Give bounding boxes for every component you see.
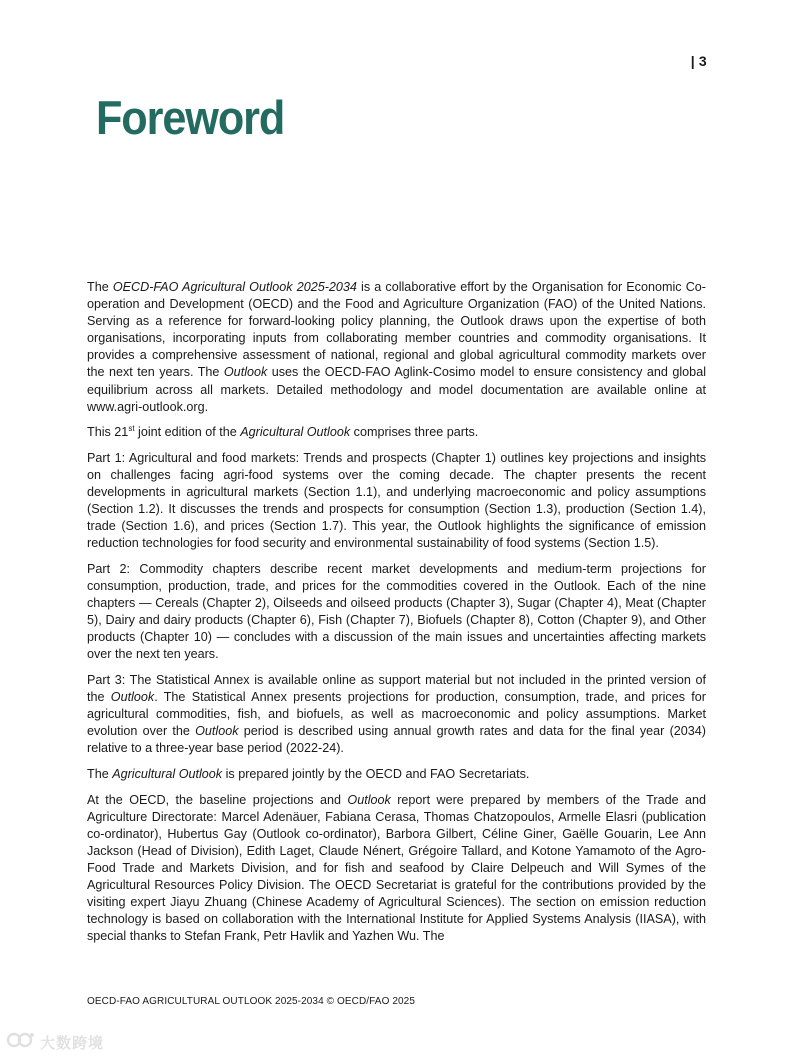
italic-outlook: Outlook bbox=[223, 365, 268, 380]
paragraph-edition bbox=[87, 424, 706, 441]
text-run: comprises three parts. bbox=[350, 425, 479, 440]
page-number-value: 3 bbox=[698, 53, 707, 69]
page-title: Foreword bbox=[96, 91, 285, 144]
italic-outlook: Outlook bbox=[195, 724, 239, 739]
italic-outlook: Outlook bbox=[347, 792, 391, 807]
ordinal-superscript: st bbox=[128, 424, 135, 434]
watermark bbox=[6, 1031, 104, 1053]
text-run: joint edition of the bbox=[134, 425, 241, 440]
paragraph-part-1: Part 1: Agricultural and food markets: Trends and prospects (Chapter 1) outlines key projections and insights on challenges facing agri-food systems over the coming decade. The chapter presents the recent developments in agricultural markets (Section 1.1), and underlying macroeconomic and policy assumptions (Section 1.2). It discusses the trends and prospects for consumption (Section 1.3), production (Section 1.4), trade (Section 1.6), and prices (Section 1.7). This year, the Outlook highlights the significance of emission reduction technologies for food security and environmental sustainability of food systems (Section 1.5). bbox=[87, 450, 706, 551]
text-run: is prepared jointly by the OECD and FAO Secretariats. bbox=[222, 766, 530, 781]
page-footer: OECD-FAO AGRICULTURAL OUTLOOK 2025-2034 © OECD/FAO 2025 bbox=[87, 996, 415, 1007]
text-run: period is described using annual growth rates and data for the final year (2034) relative to a three-year base period (2022-24). bbox=[87, 724, 706, 756]
paragraph-part-3 bbox=[87, 672, 706, 757]
paragraph-intro bbox=[87, 279, 706, 416]
text-run: uses the OECD-FAO Aglink-Cosimo model to ensure consistency and global equilibrium across all markets. Detailed methodology and model documentation are available online at www.agri-outlook.org. bbox=[87, 365, 706, 414]
italic-agricultural-outlook: Agricultural Outlook bbox=[112, 766, 223, 781]
text-run: Part 3: The Statistical Annex is available online as support material but not included in the printed version of the bbox=[87, 672, 706, 705]
italic-publication-title: OECD-FAO Agricultural Outlook 2025-2034 bbox=[112, 280, 357, 294]
text-run: This 21 bbox=[87, 425, 129, 440]
text-run: The bbox=[87, 766, 113, 781]
paragraph-part-2: Part 2: Commodity chapters describe recent market developments and medium-term projections for consumption, production, trade, and prices for the commodities covered in the Outlook. Each of the nine chapters — Cereals (Chapter 2), Oilseeds and oilseed products (Chapter 3), Sugar (Chapter 4), Meat (Chapter 5), Dairy and dairy products (Chapter 6), Fish (Chapter 7), Biofuels (Chapter 8), Cotton (Chapter 9), and Other products (Chapter 10) — concludes with a discussion of the main issues and uncertainties affecting markets over the next ten years. bbox=[87, 561, 706, 662]
watermark-text: 大数跨境 bbox=[40, 1034, 105, 1052]
text-run: At the OECD, the baseline projections and bbox=[87, 792, 348, 807]
paragraph-oecd-team bbox=[87, 792, 706, 946]
text-run: report were prepared by members of the Trade and Agriculture Directorate: Marcel Adenäuer, Fabiana Cerasa, Thomas Chatzopoulos, Armelle Elasri (publication co-ordinator), Hubertus Gay (Outlook co-ordinator), Barbora Gilbert, Céline Giner, Gaëlle Gouarin, Lee Ann Jackson (Head of Division), Edith Laget, Claude Nénert, Grégoire Tallard, and Kotone Yamamoto of the Agro-Food Trade and Markets Division, and for fish and seafood by Claire Delpeuch and Will Symes of the Agricultural Resources Policy Division. The OECD Secretariat is grateful for the contributions provided by the visiting expert Jiayu Zhuang (Chinese Academy of Agricultural Sciences). The section on emission reduction technology is based on collaboration with the International Institute for Applied Systems Analysis (IIASA), with special thanks to Stefan Frank, Petr Havlik and Yazhen Wu. The bbox=[87, 792, 706, 944]
page-number: | 3 bbox=[690, 53, 707, 69]
text-run: . The Statistical Annex presents projections for production, consumption, trade, and prices for agricultural commodities, fish, and biofuels, as well as macroeconomic and policy assumptions. Market evolution over the bbox=[87, 690, 706, 739]
text-run: is a collaborative effort by the Organisation for Economic Co-operation and Development (OECD) and the Food and Agriculture Organization (FAO) of the United Nations. Serving as a reference for forward-looking policy planning, the Outlook draws upon the expertise of both organisations, incorporating inputs from collaborating member countries and commodity organisations. It provides a comprehensive assessment of national, regional and global agricultural commodity markets over the next ten years. The bbox=[87, 280, 707, 380]
italic-agricultural-outlook: Agricultural Outlook bbox=[240, 425, 351, 440]
paragraph-secretariats bbox=[87, 766, 706, 783]
italic-outlook: Outlook bbox=[110, 690, 155, 705]
foreword-body bbox=[87, 279, 706, 945]
brand-logo-icon bbox=[6, 1030, 36, 1055]
text-run: The bbox=[87, 280, 113, 294]
